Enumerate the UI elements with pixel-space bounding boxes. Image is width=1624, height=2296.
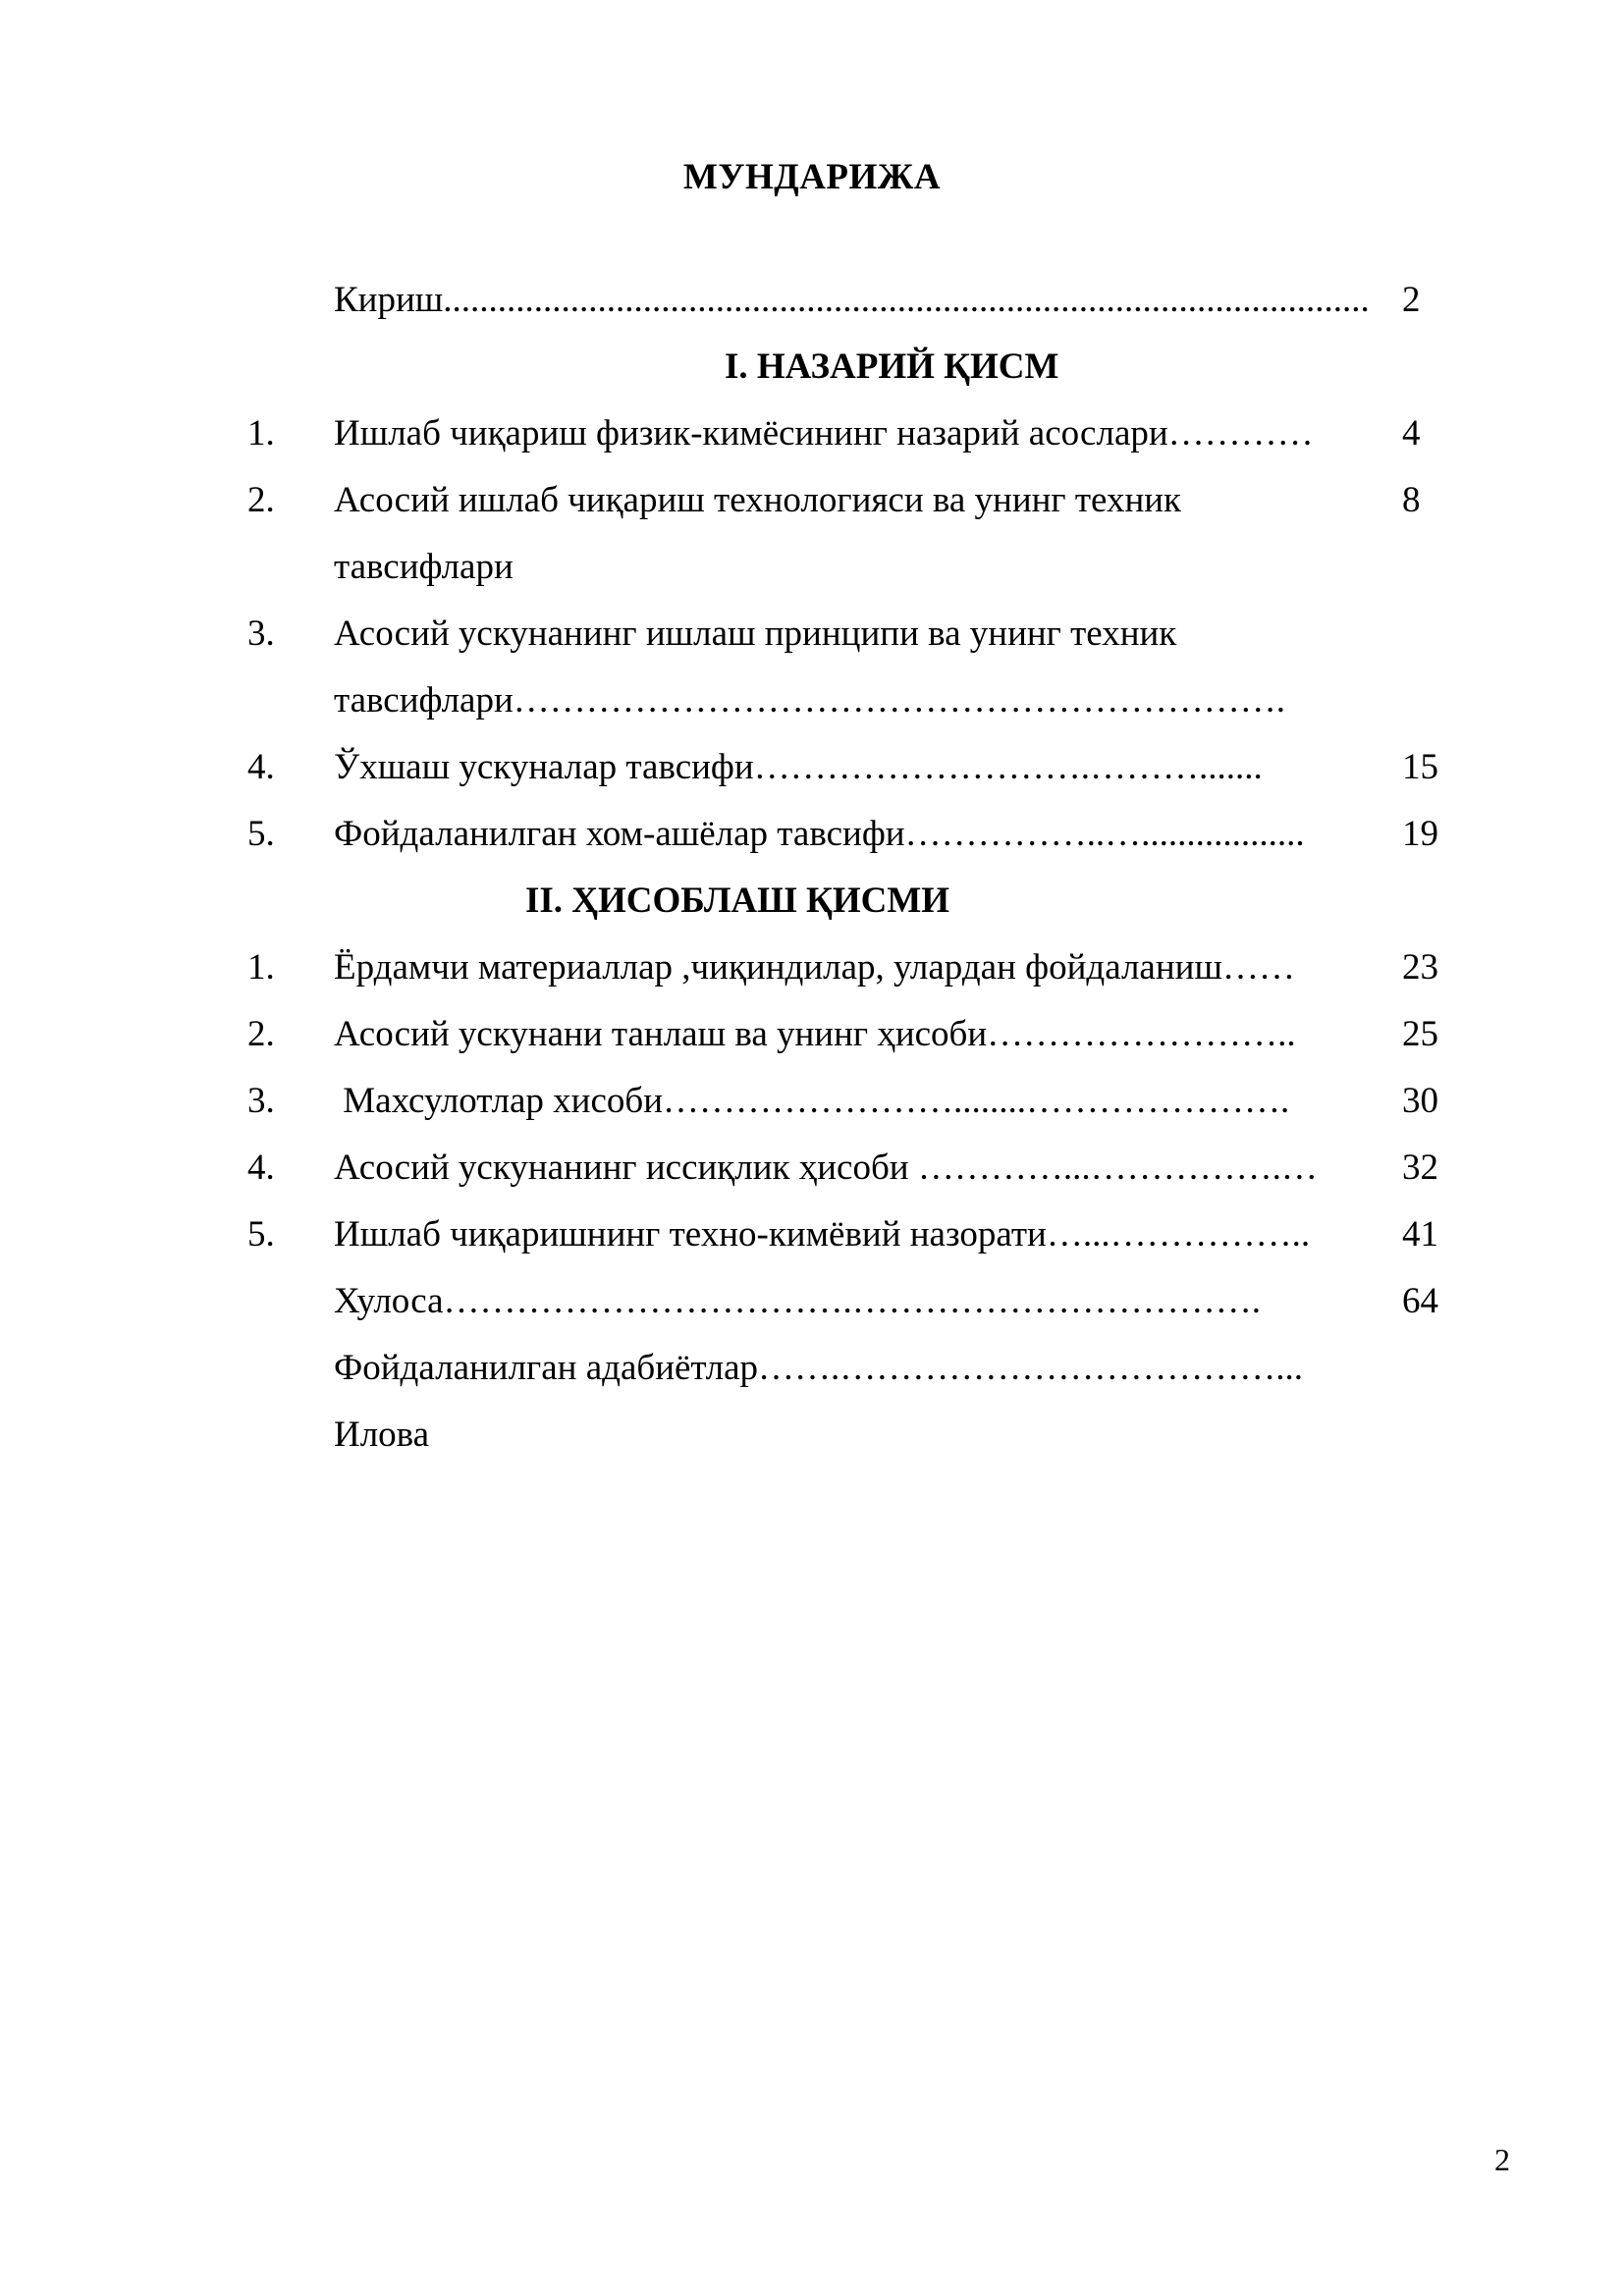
toc-entry: [0, 1068, 1624, 1135]
toc-entry-page: 2: [1402, 280, 1421, 320]
toc-entry: [0, 467, 1624, 534]
toc-entry-text: Хулоса…………………………….…………………………….: [334, 1281, 1262, 1321]
toc-entry-text: Ўхшаш ускуналар тавсифи……………………….……….......: [334, 747, 1263, 787]
toc-entry-page: 19: [1402, 814, 1438, 854]
toc-entry-text: Асосий ускунанинг ишлаш принципи ва унинг техник: [334, 614, 1177, 654]
toc-entry: [0, 601, 1624, 667]
toc-entry-number: 4.: [247, 1148, 275, 1188]
toc-entry-page: 15: [1402, 747, 1438, 787]
toc-entry-text: Фойдаланилган хом-ашёлар тавсифи……………..…..................: [334, 814, 1305, 854]
toc-entry-text: Илова: [334, 1415, 430, 1455]
toc-entry-page: 41: [1402, 1214, 1438, 1255]
toc-entry: [0, 400, 1624, 467]
section-heading-1: I. НАЗАРИЙ ҚИСМ: [725, 347, 1059, 387]
toc-entry-text: тавсифлари: [334, 547, 514, 587]
toc-entry-number: 2.: [247, 1014, 275, 1054]
toc-entry-page: 8: [1402, 480, 1421, 520]
toc-entry-appendix: [0, 1402, 1624, 1468]
toc-entry-text: Кириш......................................................................................................: [334, 280, 1370, 320]
toc-entry-text: Асосий ускунанинг иссиқлик ҳисоби …………...…………….…: [334, 1148, 1318, 1188]
toc-entry-text: Махсулотлар хисоби……………………........………………….: [334, 1081, 1290, 1121]
toc-entry-intro: [0, 267, 1624, 334]
toc-entry-number: 5.: [247, 814, 275, 854]
toc-entry-number: 4.: [247, 747, 275, 787]
toc-entry-references: [0, 1335, 1624, 1402]
toc-entry-page: 30: [1402, 1081, 1438, 1121]
toc-entry-text: Ёрдамчи материаллар ,чиқиндилар, улардан фойдаланиш……: [334, 947, 1295, 988]
page-title: МУНДАРИЖА: [682, 157, 942, 197]
toc-entry: [0, 934, 1624, 1001]
toc-entry-text: Фойдаланилган адабиётлар…….………………………………...: [334, 1348, 1304, 1388]
toc-entry-text: Ишлаб чиқаришнинг техно-кимёвий назорати…...……………..: [334, 1214, 1311, 1255]
toc-entry-page: 23: [1402, 947, 1438, 988]
toc-entry: [0, 801, 1624, 868]
section-heading-2: II. ҲИСОБЛАШ ҚИСМИ: [525, 881, 950, 921]
toc-entry-continuation: [0, 534, 1624, 601]
toc-entry-page: 25: [1402, 1014, 1438, 1054]
toc-entry-number: 1.: [247, 947, 275, 988]
toc-entry: [0, 1135, 1624, 1201]
toc-entry-page: 64: [1402, 1281, 1438, 1321]
toc-entry-conclusion: [0, 1268, 1624, 1335]
toc-entry-page: 4: [1402, 413, 1421, 454]
toc-entry: [0, 734, 1624, 801]
toc-entry-text: Ишлаб чиқариш физик-кимёсининг назарий асослари…………: [334, 413, 1314, 454]
toc-entry-number: 2.: [247, 480, 275, 520]
toc-entry-text: Асосий ускунани танлаш ва унинг ҳисоби……………………..: [334, 1014, 1296, 1054]
toc-entry-number: 5.: [247, 1214, 275, 1255]
toc-entry: [0, 1001, 1624, 1068]
toc-entry-continuation: [0, 667, 1624, 734]
toc-entry-text: тавсифлари……………………………………………………….: [334, 680, 1286, 721]
toc-entry-number: 1.: [247, 413, 275, 454]
toc-entry-number: 3.: [247, 614, 275, 654]
toc-entry-number: 3.: [247, 1081, 275, 1121]
page-number: 2: [1494, 2142, 1510, 2177]
toc-entry-text: Асосий ишлаб чиқариш технологияси ва унинг техник: [334, 480, 1182, 520]
toc-entry: [0, 1201, 1624, 1268]
toc-entry-page: 32: [1402, 1148, 1438, 1188]
